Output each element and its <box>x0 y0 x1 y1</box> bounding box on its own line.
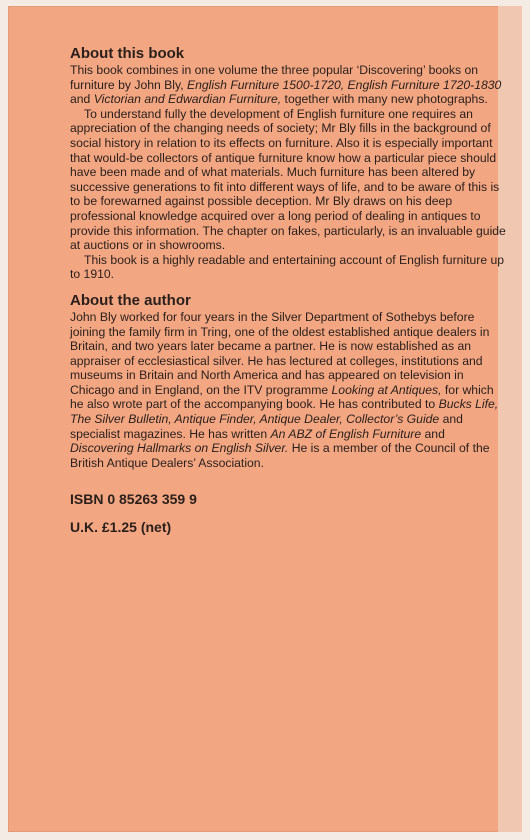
isbn: ISBN 0 85263 359 9 <box>70 491 197 508</box>
italic-title: Victorian and Edwardian Furniture, <box>93 92 282 107</box>
about-book-paragraph-3: This book is a highly readable and entertaining account of English furniture up to 1910. <box>70 252 505 282</box>
italic-title: An ABZ of English Furniture <box>270 426 422 441</box>
about-book-paragraph-2: To understand fully the development of English furniture one requires an appreciation of the changing needs of society; Mr Bly fills in the background of social history in relation to its effects on furniture. Also it is especially important that would-be collectors of antique furniture know how a particular piece should have been made and of what materials. Much furniture has been altered by successive generations to fit into different ways of life, and to be aware of this is to be forewarned against possible deception. Mr Bly draws on his deep professional knowledge acquired over a long period of dealing in antiques to provide this information. The chapter on fakes, particularly, is an invaluable guide at auctions or in showrooms. <box>70 106 506 253</box>
italic-title: Looking at Antiques, <box>331 382 442 397</box>
italic-title: Bucks Life, The Silver Bulletin, Antique Finder, Antique Dealer, Collector’s Guide <box>70 397 499 427</box>
cover-text <box>70 44 508 536</box>
italic-title: Discovering Hallmarks on English Silver. <box>70 441 289 456</box>
about-author-paragraph: John Bly worked for four years in the Silver Department of Sothebys before joining the family firm in Tring, one of the oldest established antique dealers in Britain, and two years later became a partner. He is now established as an appraiser of ecclesiastical silver. He has lectured at colleges, institutions and museums in Britain and North America and has appeared on television in Chicago and in England, on the ITV programme Looking at Antiques, for which he also wrote part of the accompanying book. He has contributed to Bucks Life, The Silver Bulletin, Antique Finder, Antique Dealer, Collector’s Guide and specialist magazines. He has written An ABZ of English Furniture and Discovering Hallmarks on English Silver. He is a member of the Council of the British Antique Dealers’ Association. <box>70 309 499 470</box>
about-book-heading: About this book <box>70 45 185 62</box>
price: U.K. £1.25 (net) <box>70 519 172 536</box>
about-book-paragraph-1: This book combines in one volume the three popular ‘Discovering’ books on furniture by John Bly, English Furniture 1500-1720, English Furniture 1720-1830 and Victorian and Edwardian Furniture, together with many new photographs. <box>70 63 502 107</box>
italic-title: English Furniture 1500-1720, English Furniture 1720-1830 <box>186 77 502 92</box>
about-author-heading: About the author <box>70 291 191 309</box>
